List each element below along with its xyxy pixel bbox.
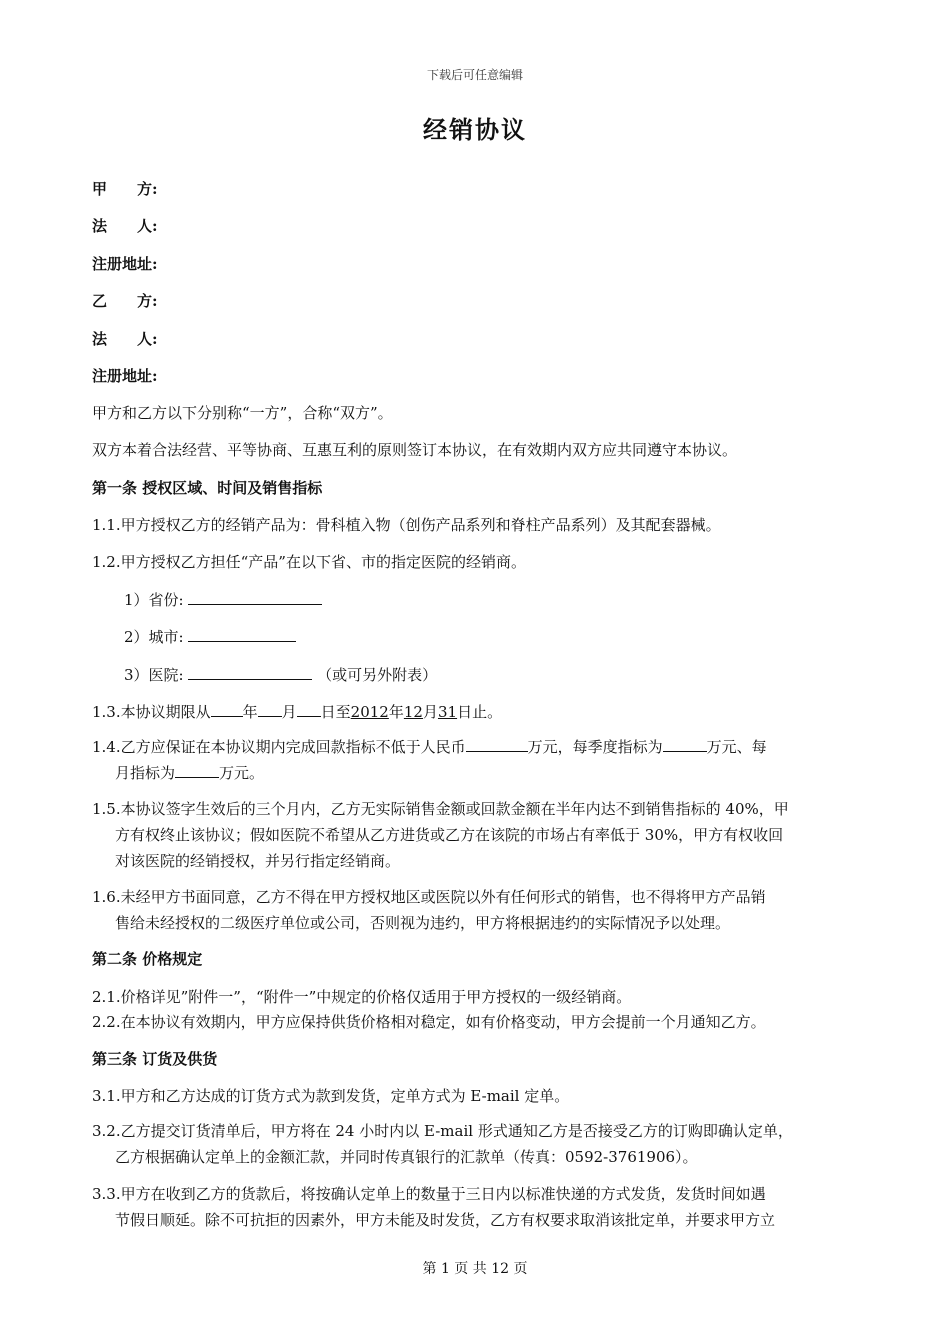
hospital-note: （或可另外附表）: [317, 666, 438, 684]
clause-1-6-line-2: 售给未经授权的二级医疗单位或公司，否则视为违约，甲方将根据违约的实际情况予以处理。: [115, 914, 731, 932]
clause-2-1: 2.1.价格详见”附件一”，“附件一”中规定的价格仅适用于甲方授权的一级经销商。: [92, 988, 632, 1006]
article-1-heading: 第一条 授权区域、时间及销售指标: [92, 479, 323, 497]
clause-1-5-line-2: 方有权终止该协议；假如医院不希望从乙方进货或乙方在该院的市场占有率低于 30%，甲方有权收回: [115, 826, 784, 844]
clause-3-3-line-2: 节假日顺延。除不可抗拒的因素外，甲方未能及时发货，乙方有权要求取消该批定单，并要求甲方立: [115, 1211, 776, 1229]
clause-3-2-line-1: 3.2.乙方提交订货清单后，甲方将在 24 小时内以 E-mail 形式通知乙方是否接受乙方的订购即确认定单，: [92, 1122, 793, 1140]
clause-1-4-text-c: 万元、每: [706, 738, 767, 756]
day-to-label: 日至: [320, 703, 351, 721]
clause-1-5-line-3: 对该医院的经销授权，并另行指定经销商。: [115, 852, 401, 870]
end-day: 31: [437, 703, 458, 721]
clause-1-5: [92, 796, 862, 874]
province-field: [124, 589, 322, 610]
clause-1-1: 1.1.甲方授权乙方的经销产品为：骨科植入物（创伤产品系列和脊柱产品系列）及其配套器械。: [92, 516, 721, 534]
province-label: 1）省份:: [124, 591, 184, 609]
intro-paragraph-2: 双方本着合法经营、平等协商、互惠互利的原则签订本协议，在有效期内双方应共同遵守本协议。: [92, 441, 738, 459]
clause-3-2: [92, 1118, 862, 1170]
clause-1-4-text-d: 月指标为: [115, 764, 176, 782]
city-label: 2）城市:: [124, 628, 184, 646]
city-blank: [188, 627, 296, 642]
start-month-blank: [258, 702, 282, 717]
clause-1-4-text-a: 1.4.乙方应保证在本协议期内完成回款指标不低于人民币: [92, 738, 466, 756]
month-label: 月: [281, 703, 297, 721]
start-year-blank: [211, 702, 243, 717]
article-2-heading: 第二条 价格规定: [92, 950, 203, 968]
clause-1-6-line-1: 1.6.未经甲方书面同意，乙方不得在甲方授权地区或医院以外有任何形式的销售，也不得将甲方产品销: [92, 888, 766, 906]
start-day-blank: [297, 702, 321, 717]
clause-1-4-text-e: 万元。: [219, 764, 265, 782]
province-blank: [188, 590, 322, 605]
clause-1-4: [92, 734, 862, 786]
header-note: 下载后可任意编辑: [426, 68, 523, 82]
year-label-2: 年: [388, 703, 404, 721]
party-a-legal-rep-label: 法 人:: [92, 217, 158, 235]
term-text: 1.3.本协议期限从: [92, 703, 211, 721]
clause-1-4-text-b: 万元，每季度指标为: [527, 738, 663, 756]
party-b-legal-rep-label: 法 人:: [92, 330, 158, 348]
year-label: 年: [242, 703, 258, 721]
clause-3-3-line-1: 3.3.甲方在收到乙方的货款后，将按确认定单上的数量于三日内以标准快递的方式发货，发货时间如遇: [92, 1185, 766, 1203]
month-target-blank: [175, 763, 219, 778]
total-target-blank: [466, 737, 528, 752]
clause-1-5-line-1: 1.5.本协议签字生效后的三个月内，乙方无实际销售金额或回款金额在半年内达不到销售指标的 40%，甲: [92, 800, 789, 818]
hospital-label: 3）医院:: [124, 666, 184, 684]
clause-2-2: 2.2.在本协议有效期内，甲方应保持供货价格相对稳定，如有价格变动，甲方会提前一个月通知乙方。: [92, 1013, 766, 1031]
hospital-blank: [188, 665, 312, 680]
end-year: 2012: [350, 703, 389, 721]
hospital-field: [124, 664, 437, 685]
document-title: 经销协议: [423, 115, 527, 144]
party-a-address-label: 注册地址:: [92, 255, 158, 273]
page-footer: 第 1 页 共 12 页: [422, 1261, 528, 1277]
party-a-label: 甲 方:: [92, 180, 158, 198]
clause-3-3: [92, 1181, 862, 1233]
clause-3-1: 3.1.甲方和乙方达成的订货方式为款到发货，定单方式为 E-mail 定单。: [92, 1087, 570, 1105]
term-end-text: 日止。: [457, 703, 503, 721]
clause-1-3: [92, 701, 502, 722]
end-month: 12: [403, 703, 423, 721]
clause-1-2: 1.2.甲方授权乙方担任“产品”在以下省、市的指定医院的经销商。: [92, 553, 526, 571]
month-label-2: 月: [422, 703, 438, 721]
quarter-target-blank: [663, 737, 707, 752]
party-b-label: 乙 方:: [92, 292, 158, 310]
clause-1-6: [92, 884, 862, 936]
clause-3-2-line-2: 乙方根据确认定单上的金额汇款，并同时传真银行的汇款单（传真：0592-3761906）。: [115, 1148, 698, 1166]
intro-paragraph-1: 甲方和乙方以下分别称“一方”，合称“双方”。: [92, 404, 393, 422]
party-b-address-label: 注册地址:: [92, 367, 158, 385]
article-3-heading: 第三条 订货及供货: [92, 1050, 218, 1068]
city-field: [124, 626, 296, 647]
